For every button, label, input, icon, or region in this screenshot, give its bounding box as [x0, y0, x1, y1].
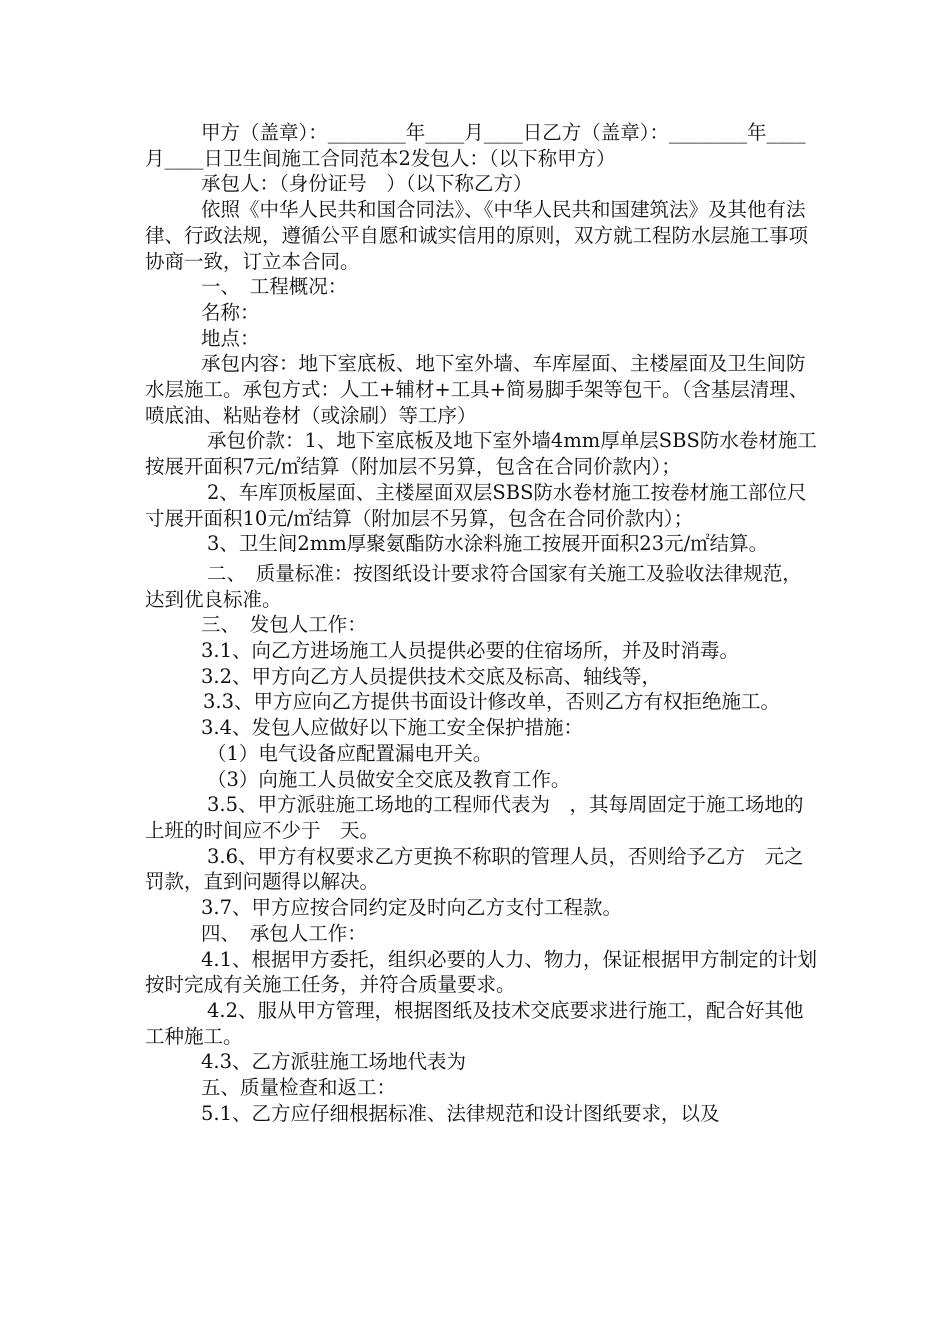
clause-5-1: 5.1、乙方应仔细根据标准、法律规范和设计图纸要求，以及	[201, 1101, 720, 1125]
project-location-line: 地点：	[201, 326, 260, 350]
project-name-line: 名称：	[201, 300, 260, 324]
price-paragraph-1: 承包价款：1、地下室底板及地下室外墙4mm厚单层SBS防水卷材施工按展开面积7元/㎡结算（附加层不另算，包含在合同价款内）；	[145, 429, 817, 479]
clause-3-4-item-1: （1）电气设备应配置漏电开关。	[207, 741, 493, 765]
clause-4-2: 4.2、服从甲方管理，根据图纸及技术交底要求进行施工，配合好其他工种施工。	[145, 998, 804, 1048]
scope-paragraph: 承包内容：地下室底板、地下室外墙、车库屋面、主楼屋面及卫生间防水层施工。承包方式：人工+辅材+工具+简易脚手架等包干。（含基层清理、喷底油、粘贴卷材（或涂刷）等工序）	[145, 352, 809, 427]
clause-3-4: 3.4、发包人应做好以下施工安全保护措施：	[201, 716, 584, 740]
document-page	[145, 120, 817, 1126]
clause-3-3: 3.3、甲方应向乙方提供书面设计修改单，否则乙方有权拒绝施工。	[203, 690, 781, 714]
section-heading-2: 二、 质量标准：按图纸设计要求符合国家有关施工及验收法律规范，达到优良标准。	[145, 561, 802, 611]
clause-4-1: 4.1、根据甲方委托，组织必要的人力、物力，保证根据甲方制定的计划按时完成有关施工任务，并符合质量要求。	[145, 947, 818, 997]
section-heading-1: 一、 工程概况：	[201, 275, 348, 299]
price-paragraph-2: 2、车库顶板屋面、主楼屋面双层SBS防水卷材施工按卷材施工部位尺寸展开面积10元/㎡结算（附加层不另算，包含在合同价款内）；	[145, 480, 807, 530]
section-heading-4: 四、 承包人工作：	[201, 921, 367, 945]
section-heading-3: 三、 发包人工作：	[201, 613, 367, 637]
clause-4-3: 4.3、乙方派驻施工场地代表为	[201, 1050, 467, 1074]
clause-3-4-item-3: （3）向施工人员做安全交底及教育工作。	[207, 767, 571, 791]
contractor-paragraph: 承包人：（身份证号 ）（以下称乙方）	[201, 172, 533, 196]
section-heading-5: 五、质量检查和返工：	[201, 1076, 397, 1100]
legal-basis-paragraph: 依照《中华人民共和国合同法》、《中华人民共和国建筑法》及其他有法律、行政法规，遵循公平自愿和诚实信用的原则，双方就工程防水层施工事项协商一致，订立本合同。	[145, 198, 809, 273]
signature-line-paragraph: 甲方（盖章）：________年____月____日乙方（盖章）：________年____月____日卫生间施工合同范本2发包人：（以下称甲方）	[145, 121, 806, 170]
clause-3-5: 3.5、甲方派驻施工场地的工程师代表为 ，其每周固定于施工场地的上班的时间应不少于 天。	[145, 793, 804, 842]
price-paragraph-3: 3、卫生间2mm厚聚氨酯防水涂料施工按展开面积23元/㎡结算。	[207, 532, 769, 556]
clause-3-6: 3.6、甲方有权要求乙方更换不称职的管理人员，否则给予乙方 元之罚款，直到问题得以解决。	[145, 844, 804, 894]
clause-3-1: 3.1、向乙方进场施工人员提供必要的住宿场所，并及时消毒。	[201, 639, 740, 663]
clause-3-7: 3.7、甲方应按合同约定及时向乙方支付工程款。	[201, 896, 623, 920]
clause-3-2: 3.2、甲方向乙方人员提供技术交底及标高、轴线等，	[201, 664, 662, 688]
